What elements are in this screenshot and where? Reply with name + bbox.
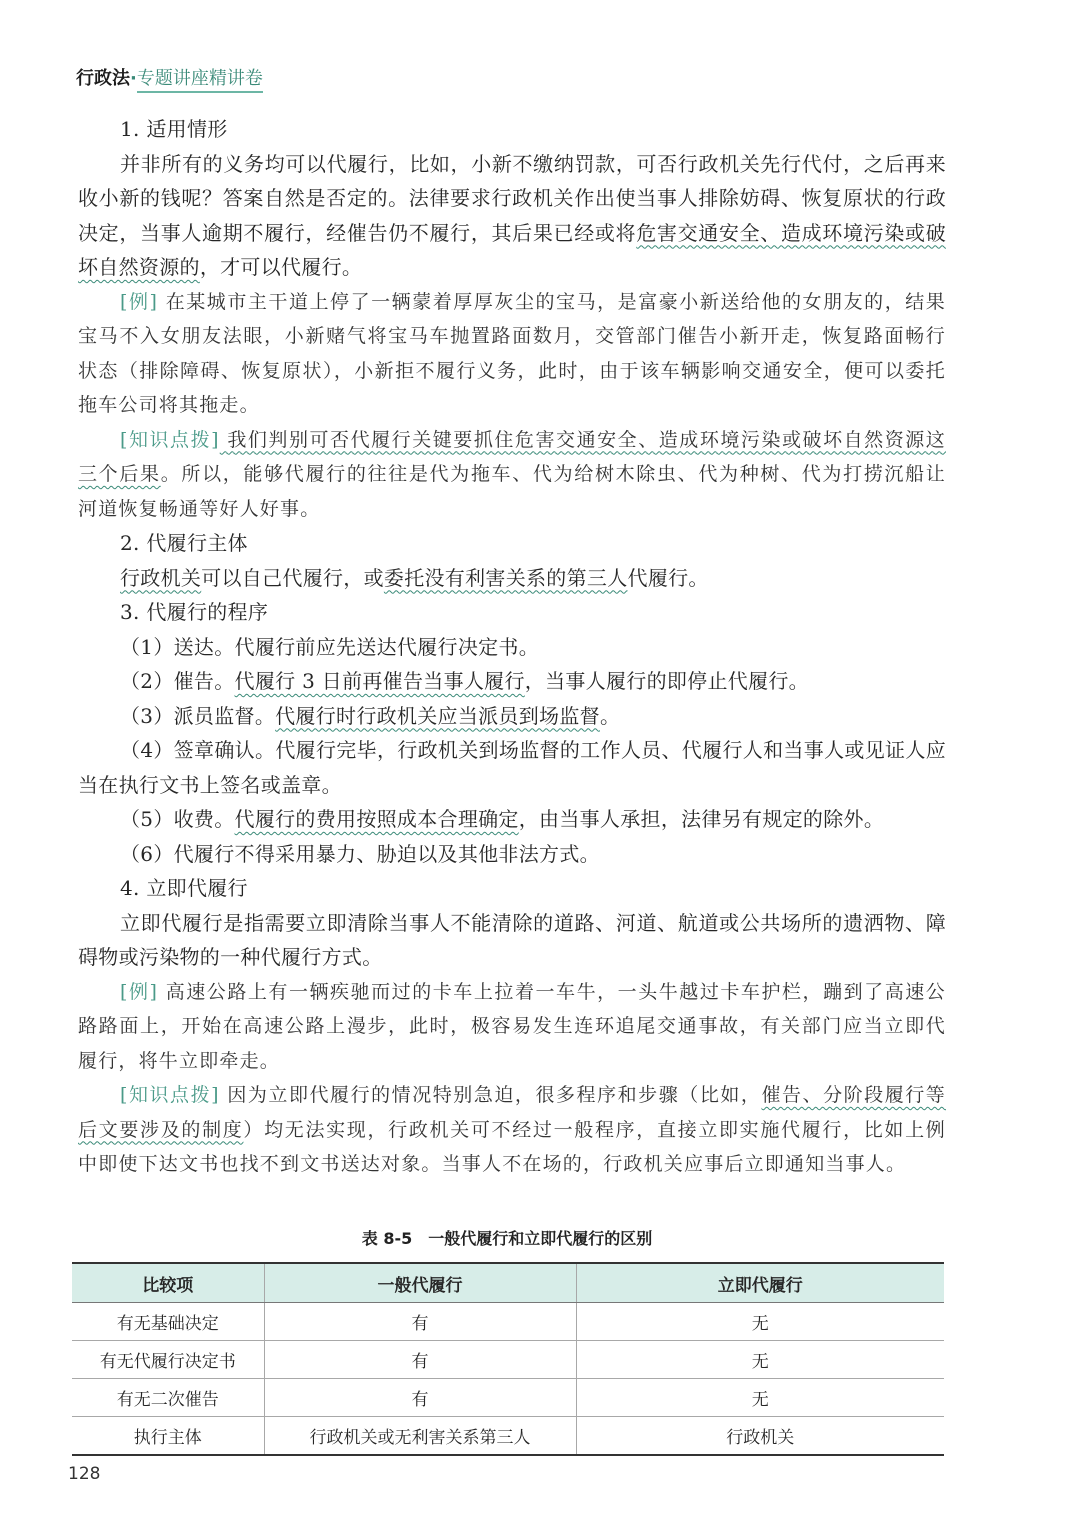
table-cell: 有 bbox=[264, 1341, 576, 1379]
section-2-text-1: 可以自己代履行，或 bbox=[201, 565, 384, 590]
step-2-text: ，当事人履行的即停止代履行。 bbox=[524, 669, 809, 693]
table-cell: 无 bbox=[576, 1379, 944, 1417]
step-3-emphasis: 代履行时行政机关应当派员到场监督 bbox=[275, 703, 600, 728]
knowledge-point-2-text-a: 因为立即代履行的情况特别急迫，很多程序和步骤（比如， bbox=[219, 1084, 762, 1106]
section-2-text-2: 代履行。 bbox=[627, 565, 709, 590]
table-cell: 行政机关或无利害关系第三人 bbox=[264, 1417, 576, 1456]
table-header-cell: 立即代履行 bbox=[576, 1263, 944, 1303]
step-5-label: （5）收费。 bbox=[120, 807, 235, 831]
example-2 bbox=[78, 975, 946, 1079]
knowledge-point-1-tag: [知识点拨] bbox=[120, 428, 220, 451]
table-cell: 行政机关 bbox=[576, 1417, 944, 1456]
section-1-paragraph bbox=[78, 147, 946, 285]
table-cell: 有无二次催告 bbox=[72, 1379, 264, 1417]
knowledge-point-2-text-b: ）均无法实现，行政机关可不经过一般程序，直接立即实施代履行，比如上例中即使下达文书也找不到文书送达对象。当事人不在场的，行政机关应事后立即通知当事人。 bbox=[78, 1118, 946, 1175]
section-2-title: 2. 代履行主体 bbox=[120, 531, 248, 555]
table-cell: 有无代履行决定书 bbox=[72, 1341, 264, 1379]
step-3-label: （3）派员监督。 bbox=[120, 703, 276, 728]
step-2 bbox=[78, 664, 946, 699]
knowledge-point-2-tag: [知识点拨] bbox=[120, 1084, 220, 1106]
section-1-title: 1. 适用情形 bbox=[120, 117, 228, 141]
header-subtitle: 专题讲座精讲卷 bbox=[137, 68, 263, 93]
example-1-tag: [例] bbox=[120, 290, 159, 313]
example-2-tag: [例] bbox=[120, 980, 159, 1003]
step-5-text: ，由当事人承担，法律另有规定的除外。 bbox=[518, 807, 885, 831]
knowledge-point-1-text: 。所以，能够代履行的往往是代为拖车、代为给树木除虫、代为种树、代为打捞沉船让河道恢复畅通等好人好事。 bbox=[78, 463, 946, 520]
table-row bbox=[72, 1417, 944, 1456]
knowledge-point-2-emphasis: 催告、分阶段履行等后文要涉及的制度 bbox=[78, 1084, 946, 1141]
body-content bbox=[78, 112, 946, 1182]
example-2-text: 高速公路上有一辆疾驰而过的卡车上拉着一车牛，一头牛越过卡车护栏，蹦到了高速公路路面上，开始在高速公路上漫步，此时，极容易发生连环追尾交通事故，有关部门应当立即代履行，将牛立即牵走。 bbox=[78, 980, 946, 1072]
section-4-title: 4. 立即代履行 bbox=[120, 876, 248, 900]
step-5 bbox=[78, 802, 946, 837]
table-row bbox=[72, 1379, 944, 1417]
running-header bbox=[76, 64, 263, 90]
section-2-emphasis-2: 委托没有利害关系的第三人 bbox=[383, 565, 628, 590]
page-number: 128 bbox=[68, 1464, 101, 1484]
example-1-text: 在某城市主干道上停了一辆蒙着厚厚灰尘的宝马，是富豪小新送给他的女朋友的，结果宝马不入女朋友法眼，小新赌气将宝马车抛置路面数月，交管部门催告小新开走，恢复路面畅行状态（排除障碍、恢复原状），小新拒不履行义务，此时，由于该车辆影响交通安全，便可以委托拖车公司将其拖走。 bbox=[78, 290, 946, 416]
step-1: （1）送达。代履行前应先送达代履行决定书。 bbox=[120, 634, 540, 659]
header-dot: · bbox=[130, 68, 137, 89]
table-cell: 执行主体 bbox=[72, 1417, 264, 1456]
section-4-paragraph: 立即代履行是指需要立即清除当事人不能清除的道路、河道、航道或公共场所的遗洒物、障碍物或污染物的一种代履行方式。 bbox=[78, 910, 946, 969]
table-header-row bbox=[72, 1263, 944, 1303]
step-6: （6）代履行不得采用暴力、胁迫以及其他非法方式。 bbox=[120, 841, 600, 866]
section-1-text-a: 并非所有的义务均可以代履行，比如，小新不缴纳罚款，可否行政机关先行代付，之后再来收小新的钱呢？答案自然是否定的。法律要求行政机关作出使当事人排除妨碍、恢复原状的行政决定，当事人逾期不履行，经催告仍不履行，其后果已经或将 bbox=[78, 151, 946, 245]
step-5-emphasis: 代履行的费用按照成本合理确定 bbox=[234, 807, 519, 831]
header-main: 行政法 bbox=[76, 68, 130, 89]
table-header-cell: 比较项 bbox=[72, 1263, 264, 1303]
table-caption: 表 8-5 一般代履行和立即代履行的区别 bbox=[361, 1229, 653, 1248]
section-1-emphasis: 危害交通安全、造成环境污染或破坏自然资源的 bbox=[78, 220, 946, 279]
table-cell: 有 bbox=[264, 1379, 576, 1417]
section-2-emphasis-1: 行政机关 bbox=[120, 565, 202, 590]
section-3-title: 3. 代履行的程序 bbox=[120, 600, 269, 624]
section-2-paragraph bbox=[78, 561, 946, 596]
table-cell: 无 bbox=[576, 1341, 944, 1379]
step-2-emphasis: 代履行 3 日前再催告当事人履行 bbox=[234, 669, 525, 693]
step-3 bbox=[78, 699, 946, 734]
step-3-text: 。 bbox=[599, 703, 621, 728]
table-cell: 有 bbox=[264, 1303, 576, 1341]
table-row bbox=[72, 1341, 944, 1379]
knowledge-point-2 bbox=[78, 1078, 946, 1182]
section-1-text-b: ，才可以代履行。 bbox=[199, 255, 363, 279]
step-4: （4）签章确认。代履行完毕，行政机关到场监督的工作人员、代履行人和当事人或见证人应当在执行文书上签名或盖章。 bbox=[78, 738, 946, 797]
knowledge-point-1 bbox=[78, 423, 946, 527]
table-cell: 无 bbox=[576, 1303, 944, 1341]
table-row bbox=[72, 1303, 944, 1341]
table-header-cell: 一般代履行 bbox=[264, 1263, 576, 1303]
table-cell: 有无基础决定 bbox=[72, 1303, 264, 1341]
example-1 bbox=[78, 285, 946, 423]
step-2-label: （2）催告。 bbox=[120, 669, 235, 693]
comparison-table bbox=[72, 1262, 944, 1456]
knowledge-point-1-emphasis: 我们判别可否代履行关键要抓住危害交通安全、造成环境污染或破坏自然资源这三个后果 bbox=[78, 428, 946, 485]
